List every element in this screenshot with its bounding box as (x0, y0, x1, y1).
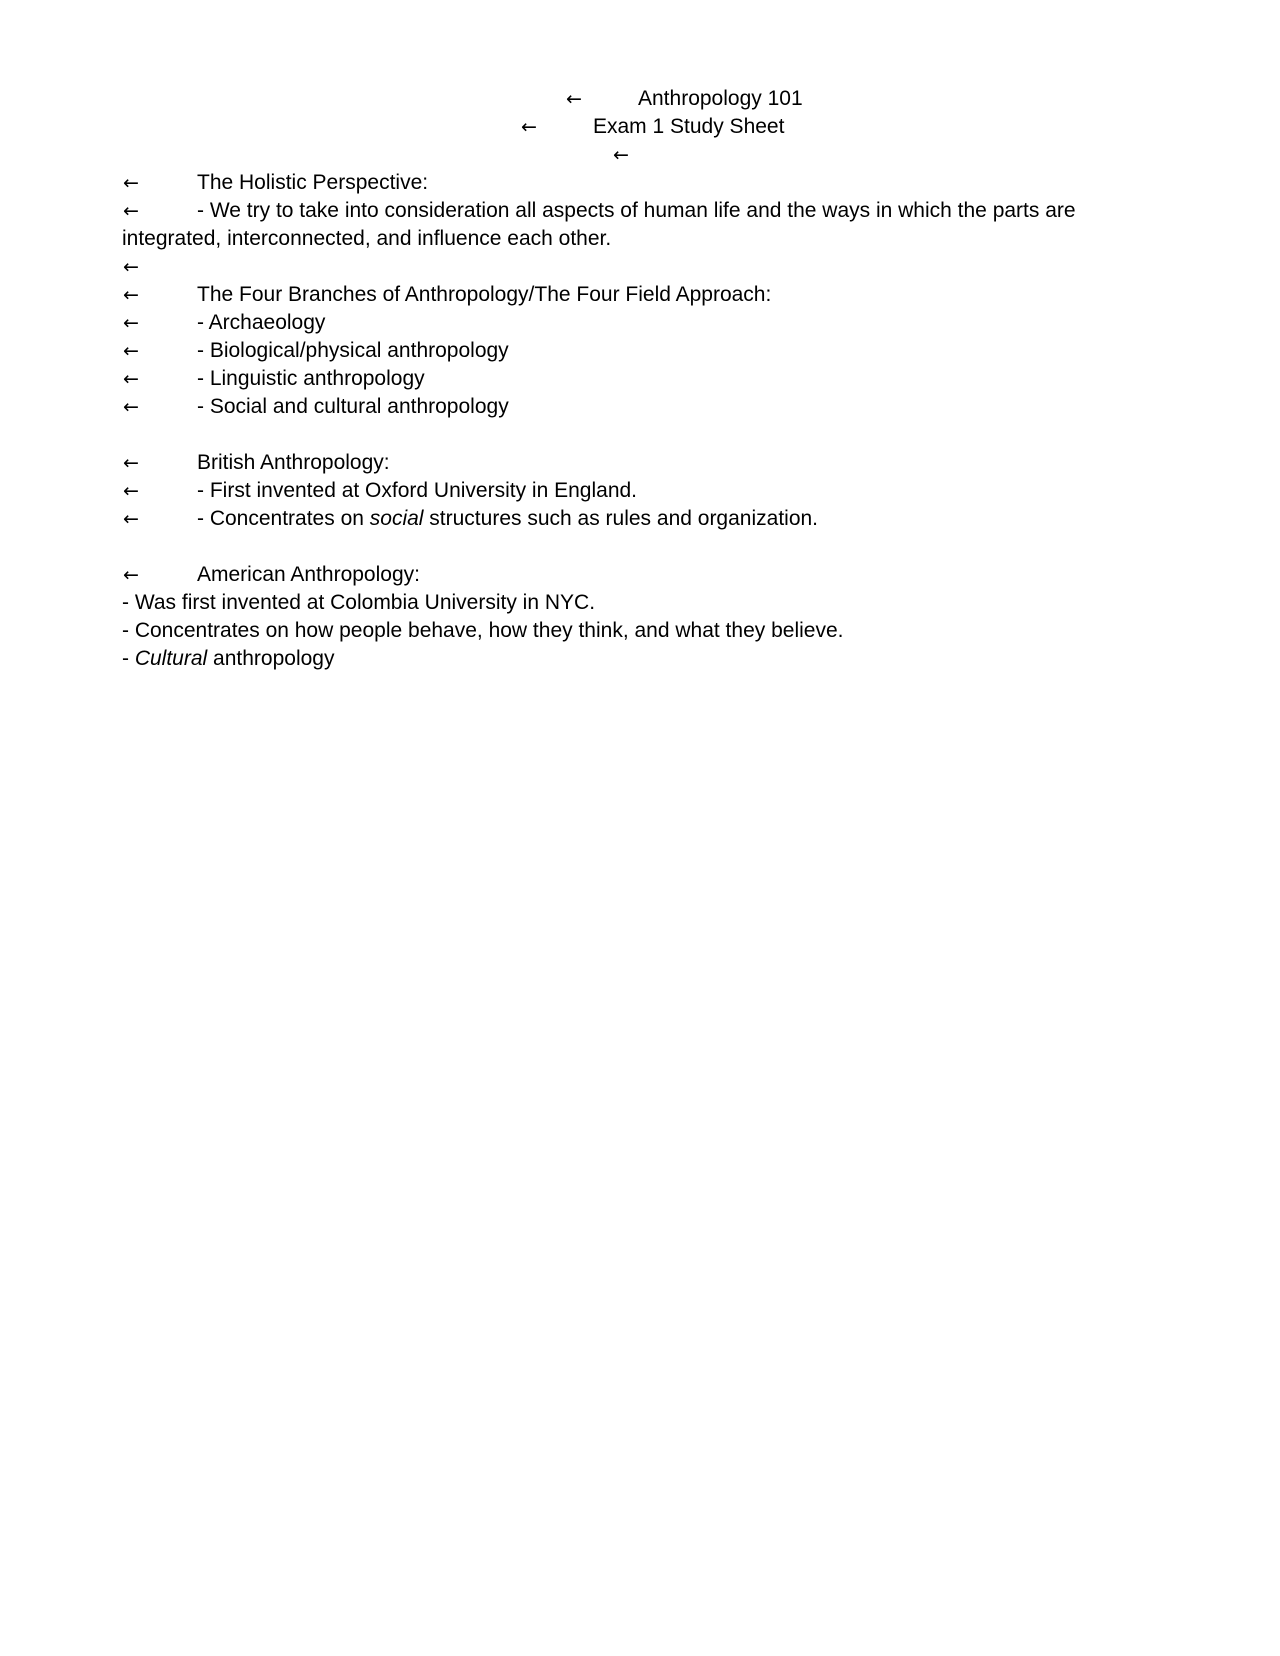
american-heading-line (123, 561, 420, 589)
list-item (123, 477, 638, 505)
arrow-left-icon: ← (123, 508, 139, 530)
section-heading: The Holistic Perspective: (197, 171, 429, 194)
holistic-body-line (123, 197, 1076, 225)
title-line (566, 85, 803, 113)
text-run: - Concentrates on (197, 507, 370, 530)
arrow-left-icon: ← (123, 172, 139, 194)
list-item (123, 505, 819, 533)
empty-arrow-line (613, 141, 629, 169)
text-run: structures such as rules and organization. (423, 507, 819, 530)
list-item-text: - Concentrates on how people behave, how they think, and what they believe. (122, 619, 844, 642)
british-heading-line (123, 449, 390, 477)
list-item (123, 309, 326, 337)
arrow-left-icon: ← (123, 396, 139, 418)
list-item-text: - Biological/physical anthropology (197, 339, 509, 362)
arrow-left-icon: ← (123, 256, 139, 278)
arrow-left-icon: ← (123, 368, 139, 390)
text-run: - (122, 647, 135, 670)
list-item (122, 589, 595, 617)
list-item (123, 365, 425, 393)
arrow-left-icon: ← (521, 116, 537, 138)
page-title: Anthropology 101 (638, 87, 803, 110)
subtitle-line (521, 113, 785, 141)
list-item (123, 337, 509, 365)
branches-heading-line (123, 281, 772, 309)
emphasized-text: social (369, 507, 424, 530)
list-item-text: - Archaeology (197, 311, 326, 334)
text-run: anthropology (207, 647, 335, 670)
arrow-left-icon: ← (123, 200, 139, 222)
holistic-body-continuation (122, 225, 611, 253)
arrow-left-icon: ← (123, 480, 139, 502)
page-subtitle: Exam 1 Study Sheet (593, 115, 785, 138)
emphasized-text: Cultural (134, 647, 208, 670)
arrow-left-icon: ← (123, 340, 139, 362)
list-item (123, 393, 509, 421)
empty-arrow-line (123, 253, 139, 281)
list-item-text: - Social and cultural anthropology (197, 395, 509, 418)
paragraph-text: - We try to take into consideration all aspects of human life and the ways in which the parts are (197, 199, 1076, 222)
list-item (122, 645, 334, 673)
arrow-left-icon: ← (566, 88, 582, 110)
arrow-left-icon: ← (613, 144, 629, 166)
arrow-left-icon: ← (123, 312, 139, 334)
list-item (122, 617, 843, 645)
section-heading: American Anthropology: (197, 563, 420, 586)
list-item-text: - First invented at Oxford University in England. (197, 479, 638, 502)
arrow-left-icon: ← (123, 284, 139, 306)
arrow-left-icon: ← (123, 564, 139, 586)
arrow-left-icon: ← (123, 452, 139, 474)
paragraph-text: integrated, interconnected, and influence each other. (122, 227, 612, 250)
section-heading: The Four Branches of Anthropology/The Four Field Approach: (197, 283, 772, 306)
list-item-text: - Was first invented at Colombia University in NYC. (122, 591, 596, 614)
list-item-text (197, 505, 818, 533)
holistic-heading-line (123, 169, 429, 197)
list-item-text: - Linguistic anthropology (197, 367, 425, 390)
section-heading: British Anthropology: (197, 451, 390, 474)
